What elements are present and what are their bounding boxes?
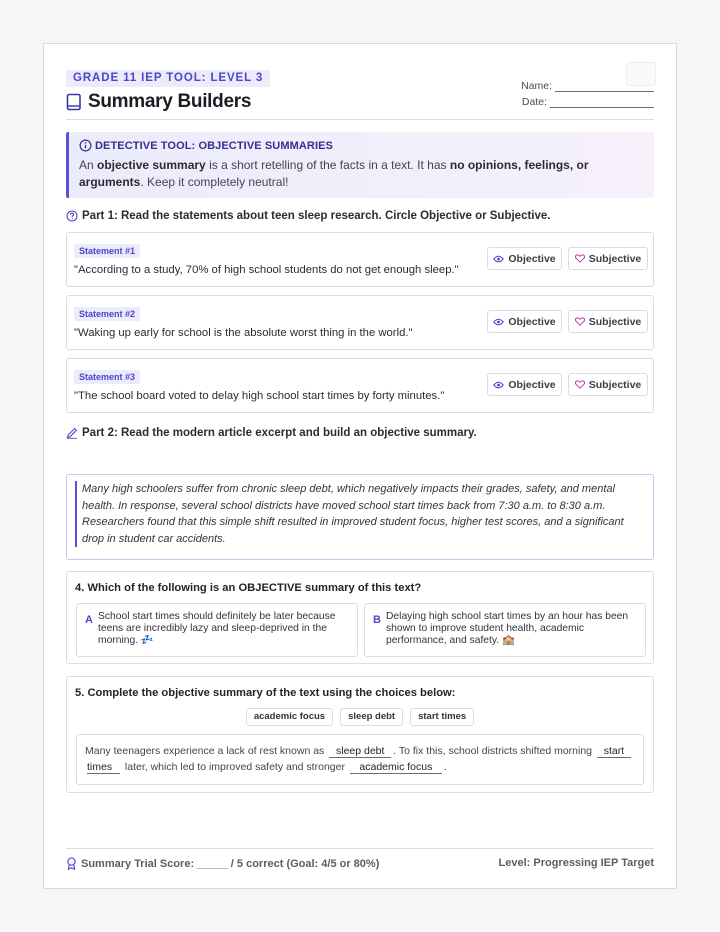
worksheet-header (66, 70, 654, 120)
blank-1[interactable]: sleep debt (329, 745, 391, 758)
option-text: School start times should definitely be later because teens are incredibly lazy and sleep-deprived in the morning. 💤 (98, 611, 336, 647)
subjective-button[interactable]: Subjective (568, 373, 648, 396)
objective-button[interactable]: Objective (487, 310, 562, 333)
option-b[interactable] (364, 603, 646, 657)
heart-icon (575, 254, 585, 263)
statement-text: "According to a study, 70% of high school students do not get enough sleep." (74, 264, 459, 276)
eye-icon (493, 318, 504, 326)
statement-text: "The school board voted to delay high school start times by forty minutes." (74, 390, 445, 402)
subjective-button[interactable]: Subjective (568, 310, 648, 333)
part2-heading: Part 2: Read the modern article excerpt and build an objective summary. (66, 427, 477, 439)
blank-2a[interactable]: start (597, 745, 631, 758)
word-chip[interactable]: sleep debt (340, 708, 403, 726)
objective-button[interactable]: Objective (487, 373, 562, 396)
detective-callout (66, 132, 654, 198)
option-text: Delaying high school start times by an hour has been shown to improve student health, academic performance, and safety. 🏫 (386, 611, 629, 647)
blank-3[interactable]: academic focus (350, 761, 442, 774)
corner-box (626, 62, 656, 86)
grade-tag: GRADE 11 IEP TOOL: LEVEL 3 (66, 70, 270, 87)
callout-text: An objective summary is a short retelling of the facts in a text. It has no opinions, feelings, or arguments. Keep it completely neutral! (79, 158, 589, 189)
word-chip[interactable]: academic focus (246, 708, 333, 726)
pencil-icon (66, 427, 78, 439)
word-chip[interactable]: start times (410, 708, 474, 726)
part1-heading: Part 1: Read the statements about teen sleep research. Circle Objective or Subjective. (66, 210, 550, 222)
heart-icon (575, 380, 585, 389)
statement-badge: Statement #2 (74, 307, 140, 321)
statement-badge: Statement #1 (74, 244, 140, 258)
statement-card (66, 232, 654, 287)
name-label: Name: (521, 80, 552, 92)
option-a[interactable] (76, 603, 358, 657)
level-label: Level: Progressing IEP Target (498, 857, 654, 869)
eye-icon (493, 255, 504, 263)
blank-2b[interactable]: times (87, 761, 120, 774)
date-label: Date: (521, 96, 547, 108)
score-line: Summary Trial Score: _____ / 5 correct (Goal: 4/5 or 80%) (66, 857, 379, 870)
award-icon (66, 857, 77, 870)
question-5 (66, 676, 654, 793)
question-4 (66, 571, 654, 664)
statement-badge: Statement #3 (74, 370, 140, 384)
info-icon (79, 139, 92, 152)
statement-card (66, 295, 654, 350)
option-letter: A (85, 614, 93, 626)
question-5-title: 5. Complete the objective summary of the text using the choices below: (75, 687, 456, 699)
page-title: Summary Builders (88, 91, 252, 112)
question-circle-icon (66, 210, 78, 222)
title-row (66, 91, 251, 113)
book-icon (66, 93, 82, 111)
callout-heading: DETECTIVE TOOL: OBJECTIVE SUMMARIES (95, 139, 333, 152)
excerpt-text: Many high schoolers suffer from chronic sleep debt, which negatively impacts their grades, safety, and mental health. In response, several school districts have moved school start times back from 7:30 a.m. to 8:30 a.m. Researchers found that this simple shift resulted in improved student focus, higher test scores, and a significant drop in student car accidents. (75, 481, 645, 547)
question-4-title: 4. Which of the following is an OBJECTIVE summary of this text? (75, 582, 422, 594)
worksheet-page (43, 43, 677, 889)
statement-text: "Waking up early for school is the absolute worst thing in the world." (74, 327, 413, 339)
word-bank (67, 708, 653, 726)
fill-in-summary: Many teenagers experience a lack of rest known as sleep debt . To fix this, school districts shifted morning start times later, which led to improved safety and stronger academic focus . (76, 734, 644, 785)
worksheet-footer (66, 848, 654, 880)
option-letter: B (373, 614, 381, 626)
statement-card (66, 358, 654, 413)
eye-icon (493, 381, 504, 389)
heart-icon (575, 317, 585, 326)
subjective-button[interactable]: Subjective (568, 247, 648, 270)
article-excerpt (66, 474, 654, 560)
date-field[interactable] (550, 97, 654, 108)
objective-button[interactable]: Objective (487, 247, 562, 270)
